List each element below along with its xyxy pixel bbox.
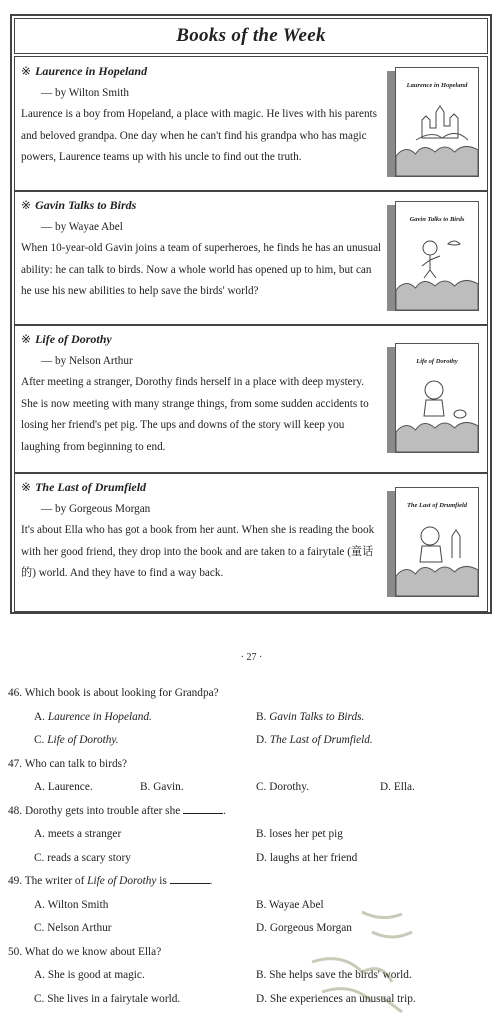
option-a[interactable]: A. Wilton Smith — [34, 898, 109, 911]
book-card-drumfield — [14, 472, 488, 612]
cover-title: Gavin Talks to Birds — [409, 216, 465, 223]
book-cover-image — [387, 67, 479, 181]
page-number: · 27 · — [240, 652, 263, 663]
option-a[interactable]: A. She is good at magic. — [34, 969, 145, 981]
questions-section — [8, 682, 498, 1011]
option-d[interactable]: D. laughs at her friend — [256, 851, 358, 864]
option-c[interactable]: C. Life of Dorothy. — [34, 734, 119, 746]
reference-mark-icon: ※ — [21, 480, 32, 494]
option-row — [8, 823, 498, 847]
option-c[interactable]: C. Dorothy. — [256, 781, 309, 793]
book-description: It's about Ella who has got a book from her aunt. When she is reading the book with her good friend, they drop into the book and are taken to a fairytale (童话的) world. And they have to find a way back. — [21, 524, 375, 579]
book-description: When 10-year-old Gavin joins a team of superheroes, he finds he has an unusual ability: he can talk to birds. Now a whole world has opened up to him, but can he use his new abilities to help save the birds' world? — [21, 242, 382, 297]
question-stem: 48. Dorothy gets into trouble after she . — [8, 804, 226, 817]
option-a[interactable]: A. Laurence in Hopeland. — [34, 710, 152, 723]
book-cover-image — [387, 201, 479, 315]
book-description: After meeting a stranger, Dorothy finds herself in a place with deep mystery. She is now meeting with many strange things, from some sudden accidents to losing her friend's pet pig. The ups and downs of the story will keep you laughing from beginning to end. — [21, 376, 369, 453]
book-card-laurence — [14, 56, 488, 192]
option-d[interactable]: D. The Last of Drumfield. — [256, 734, 373, 746]
option-row — [8, 988, 498, 1012]
option-b[interactable]: B. She helps save the birds' world. — [256, 969, 412, 981]
cover-title: Laurence in Hopeland — [406, 82, 468, 89]
book-title: Laurence in Hopeland — [35, 64, 148, 78]
option-c[interactable]: C. Nelson Arthur — [34, 922, 112, 934]
option-c[interactable]: C. reads a scary story — [34, 851, 131, 864]
book-author: — by Gorgeous Morgan — [41, 502, 151, 515]
page-title: Books of the Week — [14, 18, 488, 54]
reference-mark-icon: ※ — [21, 332, 32, 346]
option-d[interactable]: D. Gorgeous Morgan — [256, 922, 352, 934]
option-row — [8, 964, 498, 988]
question-stem: 47. Who can talk to birds? — [8, 757, 128, 770]
book-author: — by Wilton Smith — [41, 86, 129, 99]
option-a[interactable]: A. meets a stranger — [34, 828, 122, 840]
book-cover-image — [387, 487, 479, 601]
option-b[interactable]: B. Gavin. — [140, 781, 184, 793]
book-title: The Last of Drumfield — [35, 480, 147, 494]
book-card-gavin — [14, 190, 488, 326]
option-row — [8, 847, 498, 871]
option-d[interactable]: D. She experiences an unusual trip. — [256, 992, 416, 1005]
answer-blank[interactable] — [183, 803, 223, 814]
question-stem: 49. The writer of Life of Dorothy is . — [8, 875, 213, 887]
option-row — [8, 729, 498, 753]
cover-title: Life of Dorothy — [416, 358, 458, 365]
book-author: — by Nelson Arthur — [41, 354, 133, 367]
question-stem: 46. Which book is about looking for Grandpa? — [8, 687, 219, 699]
books-of-the-week-panel — [10, 14, 492, 614]
reference-mark-icon: ※ — [21, 64, 32, 78]
option-row — [8, 776, 498, 800]
book-title: Gavin Talks to Birds — [35, 198, 137, 212]
book-author: — by Wayae Abel — [41, 220, 123, 233]
option-d[interactable]: D. Ella. — [380, 781, 415, 793]
answer-blank[interactable] — [170, 873, 210, 884]
cover-title: The Last of Drumfield — [406, 502, 468, 509]
option-row — [8, 917, 498, 941]
reference-mark-icon: ※ — [21, 198, 32, 212]
book-card-dorothy — [14, 324, 488, 474]
option-c[interactable]: C. She lives in a fairytale world. — [34, 992, 181, 1005]
option-row — [8, 706, 498, 730]
option-row — [8, 894, 498, 918]
book-description: Laurence is a boy from Hopeland, a place with magic. He lives with his parents and beloved grandpa. One day when he can't find his grandpa who has magic powers, Laurence teams up with his uncle to find out the truth. — [21, 108, 378, 163]
option-a[interactable]: A. Laurence. — [34, 781, 93, 793]
question-stem: 50. What do we know about Ella? — [8, 945, 162, 958]
book-title: Life of Dorothy — [35, 332, 112, 346]
option-b[interactable]: B. Gavin Talks to Birds. — [256, 710, 365, 723]
book-cover-image — [387, 343, 479, 457]
option-b[interactable]: B. Wayae Abel — [256, 898, 324, 911]
option-b[interactable]: B. loses her pet pig — [256, 828, 343, 840]
watermark-stamp-icon — [292, 902, 422, 1022]
